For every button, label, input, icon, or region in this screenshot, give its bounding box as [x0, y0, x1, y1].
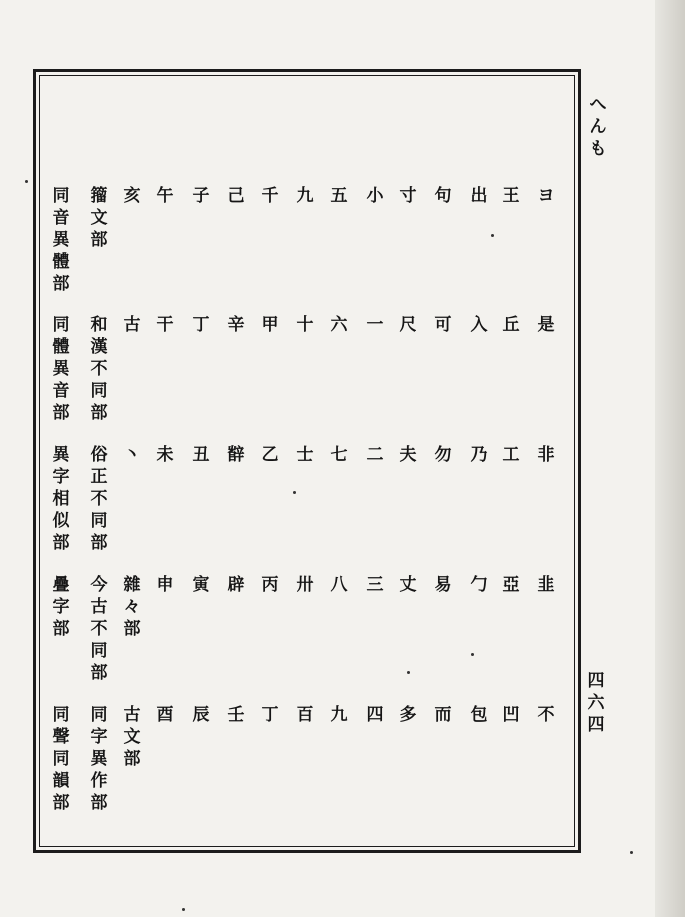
table-cell-c3-r4: 勹	[470, 575, 488, 595]
table-cell-c13-r3: 丶	[123, 445, 141, 465]
table-cell-c2-r2: 丘	[502, 315, 520, 335]
table-cell-c13-r4: 雜 々 部	[123, 575, 141, 639]
table-cell-c7-r1: 五	[330, 186, 348, 206]
table-cell-c10-r3: 辥	[227, 445, 245, 465]
table-cell-c8-r5: 百	[296, 705, 314, 725]
table-cell-c4-r5: 而	[434, 705, 452, 725]
table-cell-c15-r2: 同 體 異 音 部	[52, 315, 70, 423]
table-cell-c9-r5: 丁	[261, 705, 279, 725]
stray-mark	[407, 671, 410, 674]
table-cell-c3-r3: 乃	[470, 445, 488, 465]
table-cell-c4-r4: 易	[434, 575, 452, 595]
table-cell-c12-r2: 干	[156, 315, 174, 335]
table-cell-c2-r5: 凹	[502, 705, 520, 725]
table-cell-c4-r1: 句	[434, 186, 452, 206]
table-cell-c15-r4: 疊 字 部	[52, 575, 70, 639]
table-cell-c2-r1: 王	[502, 186, 520, 206]
table-cell-c11-r3: 丑	[192, 445, 210, 465]
table-cell-c11-r5: 辰	[192, 705, 210, 725]
table-cell-c11-r2: 丁	[192, 315, 210, 335]
page-number: 四 六 四	[587, 671, 605, 735]
table-cell-c1-r1: ヨ	[537, 186, 555, 206]
table-cell-c15-r3: 異 字 相 似 部	[52, 445, 70, 553]
table-cell-c8-r4: 卅	[296, 575, 314, 595]
table-cell-c10-r5: 壬	[227, 705, 245, 725]
table-cell-c8-r3: 士	[296, 445, 314, 465]
table-cell-c14-r4: 今 古 不 同 部	[90, 575, 108, 683]
table-cell-c7-r2: 六	[330, 315, 348, 335]
table-cell-c8-r2: 十	[296, 315, 314, 335]
table-cell-c11-r1: 子	[192, 186, 210, 206]
table-cell-c13-r5: 古 文 部	[123, 705, 141, 769]
table-cell-c12-r5: 酉	[156, 705, 174, 725]
stray-mark	[182, 908, 185, 911]
table-cell-c4-r2: 可	[434, 315, 452, 335]
header-label: へ ん も	[589, 95, 607, 159]
table-cell-c5-r4: 丈	[399, 575, 417, 595]
table-cell-c14-r3: 俗 正 不 同 部	[90, 445, 108, 553]
stray-mark	[25, 180, 28, 183]
table-cell-c7-r5: 九	[330, 705, 348, 725]
table-cell-c1-r2: 是	[537, 315, 555, 335]
stray-mark	[491, 234, 494, 237]
table-cell-c1-r5: 不	[537, 705, 555, 725]
scan-edge	[655, 0, 685, 917]
table-cell-c5-r5: 多	[399, 705, 417, 725]
table-cell-c6-r4: 三	[366, 575, 384, 595]
table-cell-c9-r4: 丙	[261, 575, 279, 595]
table-cell-c14-r2: 和 漢 不 同 部	[90, 315, 108, 423]
table-cell-c1-r4: 韭	[537, 575, 555, 595]
table-cell-c10-r1: 己	[227, 186, 245, 206]
table-cell-c15-r1: 同 音 異 體 部	[52, 186, 70, 294]
table-cell-c14-r5: 同 字 異 作 部	[90, 705, 108, 813]
table-cell-c6-r3: 二	[366, 445, 384, 465]
table-cell-c13-r2: 古	[123, 315, 141, 335]
table-cell-c5-r1: 寸	[399, 186, 417, 206]
table-cell-c4-r3: 勿	[434, 445, 452, 465]
table-cell-c14-r1: 籀 文 部	[90, 186, 108, 250]
table-cell-c3-r5: 包	[470, 705, 488, 725]
table-cell-c9-r2: 甲	[261, 315, 279, 335]
table-cell-c13-r1: 亥	[123, 186, 141, 206]
table-cell-c3-r2: 入	[470, 315, 488, 335]
table-cell-c9-r1: 千	[261, 186, 279, 206]
table-cell-c7-r4: 八	[330, 575, 348, 595]
table-cell-c5-r2: 尺	[399, 315, 417, 335]
table-cell-c6-r1: 小	[366, 186, 384, 206]
stray-mark	[293, 491, 296, 494]
table-cell-c12-r1: 午	[156, 186, 174, 206]
table-cell-c6-r5: 四	[366, 705, 384, 725]
table-cell-c2-r3: 工	[502, 445, 520, 465]
table-cell-c12-r3: 未	[156, 445, 174, 465]
table-cell-c15-r5: 同 聲 同 韻 部	[52, 705, 70, 813]
table-cell-c5-r3: 夫	[399, 445, 417, 465]
table-cell-c11-r4: 寅	[192, 575, 210, 595]
table-cell-c1-r3: 非	[537, 445, 555, 465]
stray-mark	[630, 851, 633, 854]
table-cell-c9-r3: 乙	[261, 445, 279, 465]
stray-mark	[471, 653, 474, 656]
table-cell-c10-r4: 辟	[227, 575, 245, 595]
table-cell-c6-r2: 一	[366, 315, 384, 335]
table-cell-c3-r1: 出	[470, 186, 488, 206]
table-cell-c7-r3: 七	[330, 445, 348, 465]
table-cell-c10-r2: 辛	[227, 315, 245, 335]
table-cell-c12-r4: 申	[156, 575, 174, 595]
table-cell-c8-r1: 九	[296, 186, 314, 206]
table-cell-c2-r4: 亞	[502, 575, 520, 595]
